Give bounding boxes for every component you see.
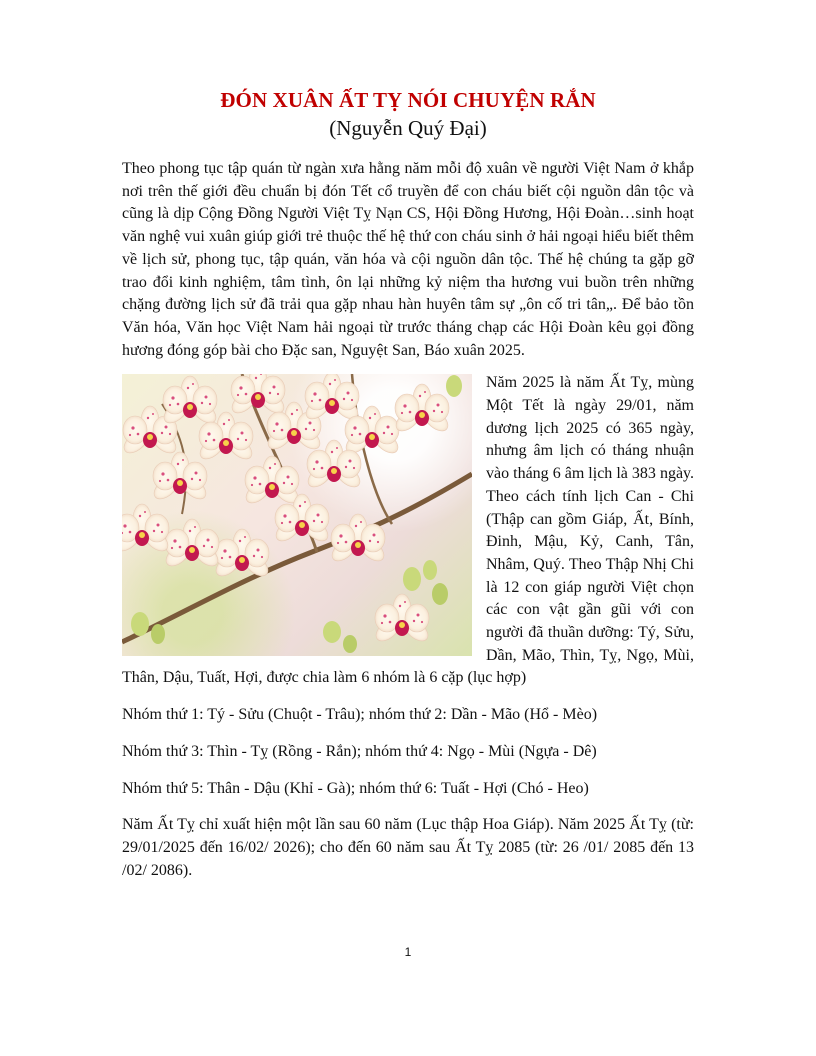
page-number: 1 (404, 945, 412, 959)
year-paragraph: Năm 2025 là năm Ất Tỵ, mùng Một Tết là ngày 29/01, năm dương lịch 2025 có 365 ngày, nhưng âm lịch có tháng nhuận vào tháng 6 âm lịch là 383 ngày. Theo cách tính lịch Can - Chi (Thập can gồm Giáp, Ất, Bính, Đinh, Mậu, Kỷ, Canh, Tân, Nhâm, Quý. Theo Thập Nhị Chi là 12 con giáp người Việt chọn các con vật gần gũi với con người đã thuần dưỡng: Tý, Sửu, Dần, Mão, Thìn, Tỵ, Ngọ, Mùi, Thân, Dậu, Tuất, Hợi, được chia làm 6 nhóm là 6 cặp (lục hợp) (122, 374, 694, 687)
zodiac-group-line: Nhóm thứ 3: Thìn - Tỵ (Rồng - Rắn); nhóm thứ 4: Ngọ - Mùi (Ngựa - Dê) (122, 742, 597, 760)
document-body (122, 158, 694, 882)
zodiac-group-line: Nhóm thứ 5: Thân - Dậu (Khỉ - Gà); nhóm thứ 6: Tuất - Hợi (Chó - Heo) (122, 779, 589, 797)
document-author: (Nguyễn Quý Đại) (329, 116, 487, 140)
orchid-illustration (122, 374, 472, 656)
orchid-photo (122, 374, 472, 656)
intro-paragraph: Theo phong tục tập quán từ ngàn xưa hằng năm mỗi độ xuân về người Việt Nam ở khắp nơi trên thế giới đều chuẩn bị đón Tết cổ truyền để con cháu biết cội nguồn dân tộc và cũng là dịp Cộng Đồng Người Việt Tỵ Nạn CS, Hội Đồng Hương, Hội Đoàn…sinh hoạt văn nghệ vui xuân giúp giới trẻ thuộc thế hệ thứ con cháu sinh ở hải ngoại hiểu biết thêm về lịch sử, phong tục, tập quán, văn hóa và cội nguồn dân tộc. Thế hệ chúng ta gặp gỡ trao đổi kinh nghiệm, tâm tình, ôn lại những kỷ niệm tha hương vui buồn trên những chặng đường lịch sử đã trải qua gặp nhau hàn huyên tâm sự „ôn cố tri tân„. Để bảo tồn Văn hóa, Văn học Việt Nam hải ngoại từ trước tháng chạp các Hội Đoàn kêu gọi đồng hương đóng góp bài cho Đặc san, Nguyệt San, Báo xuân 2025. (122, 160, 694, 359)
closing-paragraph: Năm Ất Tỵ chỉ xuất hiện một lần sau 60 năm (Lục thập Hoa Giáp). Năm 2025 Ất Tỵ (từ: 29/01/2025 đến 16/02/ 2026); cho đến 60 năm sau Ất Tỵ 2085 (từ: 26 /01/ 2085 đến 13 /02/ 2086). (122, 816, 694, 879)
zodiac-group-line: Nhóm thứ 1: Tý - Sửu (Chuột - Trâu); nhóm thứ 2: Dần - Mão (Hổ - Mèo) (122, 706, 598, 724)
document-title: ĐÓN XUÂN ẤT TỴ NÓI CHUYỆN RẮN (220, 88, 596, 112)
